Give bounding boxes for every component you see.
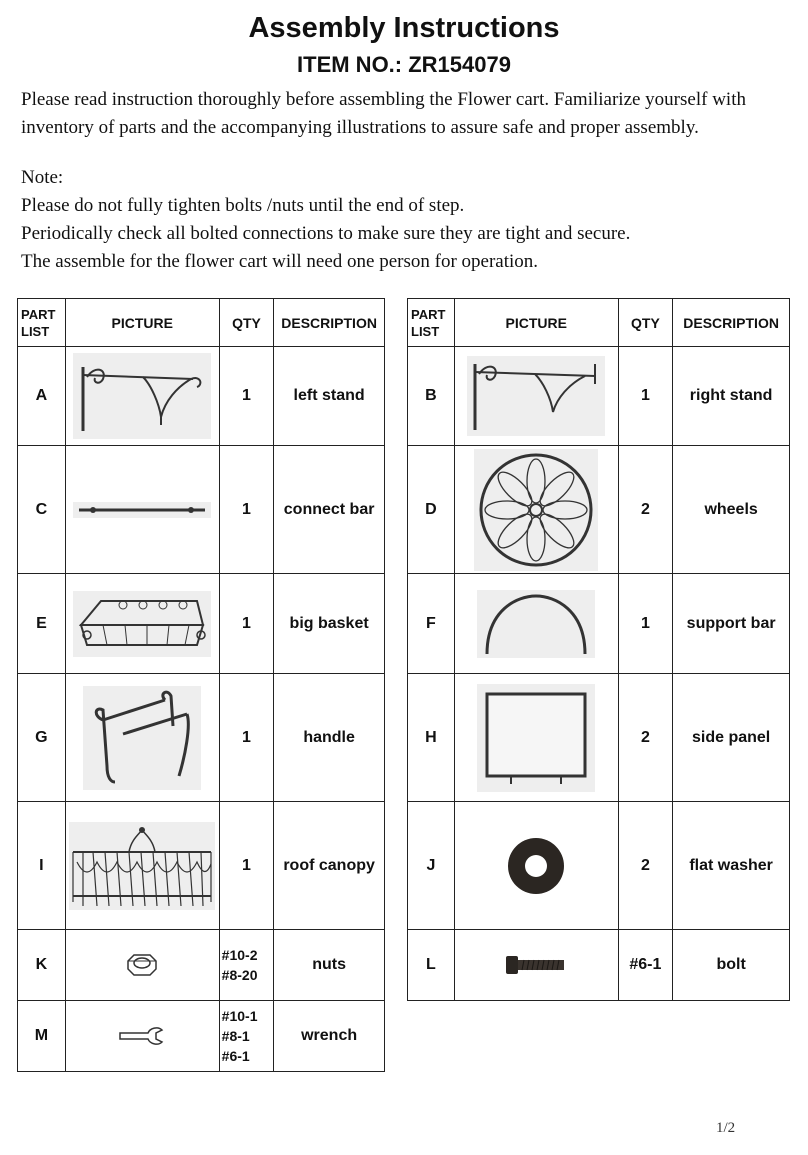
- part-qty: 1: [219, 446, 274, 574]
- part-qty: 1: [618, 574, 673, 674]
- left-stand-icon: [73, 353, 211, 439]
- part-picture: [454, 930, 618, 1001]
- part-picture: [454, 574, 618, 674]
- note-line: Periodically check all bolted connections to make sure they are tight and secure.: [21, 223, 631, 244]
- table-row: [408, 446, 790, 574]
- part-picture: [454, 802, 618, 930]
- part-qty: 1: [219, 674, 274, 802]
- part-qty: 1: [219, 574, 274, 674]
- part-letter: K: [18, 930, 66, 1001]
- qty-line: #6-1: [221, 1048, 250, 1064]
- part-letter: I: [18, 802, 66, 930]
- nut-icon: [122, 951, 162, 979]
- part-letter: A: [18, 347, 66, 446]
- table-row: [18, 1001, 385, 1072]
- part-qty: 1: [219, 347, 274, 446]
- document-title: Assembly Instructions: [248, 12, 560, 44]
- item-number: ITEM NO.: ZR154079: [297, 52, 511, 77]
- part-qty: 1: [219, 802, 274, 930]
- part-description: nuts: [274, 930, 385, 1001]
- part-picture: [65, 347, 219, 446]
- part-qty: [219, 930, 274, 1001]
- part-description: big basket: [274, 574, 385, 674]
- part-picture: [454, 446, 618, 574]
- header-description: DESCRIPTION: [673, 299, 790, 347]
- part-description: connect bar: [274, 446, 385, 574]
- table-row: [408, 802, 790, 930]
- part-letter: G: [18, 674, 66, 802]
- part-qty: 2: [618, 802, 673, 930]
- header-qty: QTY: [618, 299, 673, 347]
- part-picture: [65, 446, 219, 574]
- part-letter: E: [18, 574, 66, 674]
- part-description: left stand: [274, 347, 385, 446]
- table-row: [408, 347, 790, 446]
- table-header-row: [408, 299, 790, 347]
- page-number: 1/2: [716, 1120, 736, 1136]
- table-row: [18, 930, 385, 1001]
- part-description: roof canopy: [274, 802, 385, 930]
- header-qty: QTY: [219, 299, 274, 347]
- basket-icon: [73, 591, 211, 657]
- support-bar-icon: [477, 590, 595, 658]
- qty-line: #10-1: [221, 1008, 258, 1024]
- part-qty: #6-1: [618, 930, 673, 1001]
- table-row: [18, 446, 385, 574]
- wrench-icon: [118, 1026, 166, 1046]
- parts-table-right: [407, 298, 790, 1001]
- table-row: [18, 674, 385, 802]
- part-description: side panel: [673, 674, 790, 802]
- notes-heading: Note:: [21, 167, 64, 188]
- connect-bar-icon: [73, 502, 211, 518]
- header-part-list: PART LIST: [408, 299, 455, 347]
- part-letter: D: [408, 446, 455, 574]
- note-line: The assemble for the flower cart will need one person for operation.: [21, 251, 539, 272]
- part-picture: [454, 347, 618, 446]
- right-stand-icon: [467, 356, 605, 436]
- parts-table-left: [17, 298, 385, 1072]
- qty-line: #8-20: [221, 967, 258, 983]
- part-picture: [65, 674, 219, 802]
- header-picture: PICTURE: [65, 299, 219, 347]
- header-picture: PICTURE: [454, 299, 618, 347]
- part-picture: [454, 674, 618, 802]
- table-row: [18, 347, 385, 446]
- part-picture: [65, 802, 219, 930]
- part-letter: M: [18, 1001, 66, 1072]
- part-description: wheels: [673, 446, 790, 574]
- part-letter: L: [408, 930, 455, 1001]
- table-row: [408, 930, 790, 1001]
- header-description: DESCRIPTION: [274, 299, 385, 347]
- part-description: bolt: [673, 930, 790, 1001]
- part-picture: [65, 574, 219, 674]
- part-letter: C: [18, 446, 66, 574]
- part-description: flat washer: [673, 802, 790, 930]
- notes-section: [21, 164, 791, 276]
- part-description: wrench: [274, 1001, 385, 1072]
- table-header-row: [18, 299, 385, 347]
- part-description: support bar: [673, 574, 790, 674]
- part-letter: H: [408, 674, 455, 802]
- note-line: Please do not fully tighten bolts /nuts until the end of step.: [21, 195, 465, 216]
- part-letter: F: [408, 574, 455, 674]
- part-letter: J: [408, 802, 455, 930]
- handle-icon: [83, 686, 201, 790]
- part-letter: B: [408, 347, 455, 446]
- table-row: [18, 574, 385, 674]
- header-part-list: PART LIST: [18, 299, 66, 347]
- part-qty: 1: [618, 347, 673, 446]
- part-picture: [65, 1001, 219, 1072]
- qty-line: #8-1: [221, 1028, 250, 1044]
- part-description: handle: [274, 674, 385, 802]
- side-panel-icon: [477, 684, 595, 792]
- table-row: [18, 802, 385, 930]
- part-picture: [65, 930, 219, 1001]
- wheel-icon: [474, 449, 598, 571]
- part-qty: 2: [618, 674, 673, 802]
- bolt-icon: [504, 953, 568, 977]
- part-qty: 2: [618, 446, 673, 574]
- intro-paragraph: Please read instruction thoroughly before assembling the Flower cart. Familiarize yourself with inventory of parts and the accompanying illustrations to assure safe and proper assembly.: [21, 89, 746, 138]
- qty-line: #10-2: [221, 947, 258, 963]
- table-row: [408, 574, 790, 674]
- part-description: right stand: [673, 347, 790, 446]
- washer-icon: [505, 835, 567, 897]
- table-row: [408, 674, 790, 802]
- part-qty: [219, 1001, 274, 1072]
- roof-canopy-icon: [69, 822, 215, 910]
